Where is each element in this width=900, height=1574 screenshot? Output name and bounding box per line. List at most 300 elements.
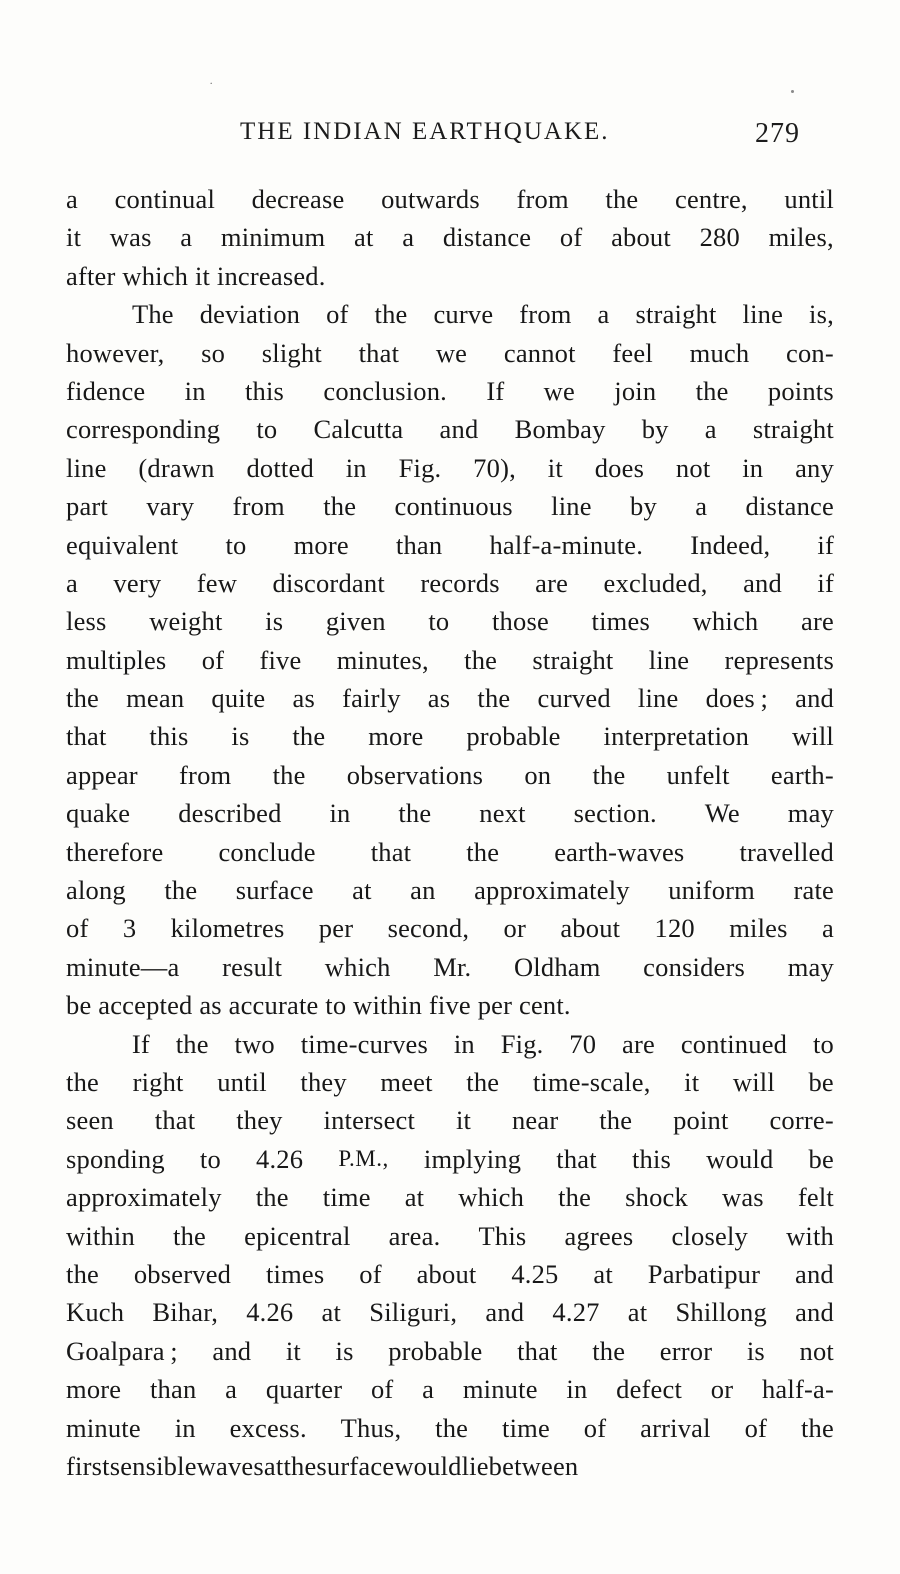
word: to	[199, 1143, 221, 1174]
word: a	[402, 222, 415, 253]
word: from	[179, 759, 232, 790]
word: arrival	[640, 1412, 711, 1443]
word: the	[592, 759, 626, 790]
paragraph-indent	[66, 295, 106, 333]
word: less	[66, 606, 107, 637]
text-line	[66, 334, 834, 372]
word: to	[812, 1028, 834, 1059]
word: excluded,	[603, 567, 708, 598]
word: the	[66, 683, 99, 714]
word: a	[225, 1374, 238, 1405]
word: the	[255, 1182, 289, 1213]
word: point	[673, 1105, 729, 1136]
word: observed	[133, 1258, 232, 1289]
word: two	[234, 1028, 275, 1059]
word: mean	[126, 683, 185, 714]
word: as	[292, 683, 315, 714]
word: along	[66, 875, 126, 906]
word: the	[464, 644, 498, 675]
word: that	[154, 1105, 196, 1136]
word: therefore	[66, 836, 164, 867]
word: defect	[616, 1374, 683, 1405]
word: The	[131, 299, 174, 330]
text-line	[66, 1255, 834, 1293]
word: appear	[66, 759, 138, 790]
word: is	[265, 606, 284, 637]
text-line	[66, 794, 834, 832]
word: unfelt	[666, 759, 730, 790]
word: of	[359, 1258, 382, 1289]
word: at	[263, 1450, 284, 1481]
word: seen	[66, 1105, 114, 1136]
word: probable	[466, 721, 561, 752]
word: in	[345, 452, 367, 483]
word: decrease	[251, 184, 345, 214]
word: result	[222, 951, 283, 982]
word: P.M.,	[338, 1145, 389, 1171]
text-line	[66, 1178, 834, 1216]
word: lie	[461, 1450, 489, 1481]
word: right	[132, 1066, 184, 1097]
word: fidence	[66, 375, 146, 406]
word: corresponding	[66, 414, 221, 445]
word: records	[420, 567, 500, 598]
word: at	[352, 875, 372, 906]
word: much	[689, 337, 750, 368]
text-line	[66, 449, 834, 487]
word: deviation	[199, 299, 301, 330]
word: line	[742, 299, 784, 330]
word: this	[149, 721, 189, 752]
text-line	[66, 871, 834, 909]
word: with	[786, 1220, 834, 1251]
word: approximately	[66, 1182, 222, 1213]
word: probable	[388, 1335, 483, 1366]
word: 4.26	[246, 1297, 294, 1328]
word: the	[592, 1335, 626, 1366]
text-line	[66, 564, 834, 602]
word: and	[439, 414, 479, 445]
text-line	[66, 487, 834, 525]
word: Siliguri,	[369, 1297, 458, 1328]
word: it	[285, 1335, 301, 1366]
word: 70	[569, 1028, 597, 1059]
word: to	[225, 529, 247, 560]
word: of	[326, 299, 349, 330]
word: Kuch	[66, 1297, 125, 1328]
word: distance	[442, 222, 532, 253]
word: minute—a	[66, 951, 180, 982]
word: or	[503, 913, 526, 944]
word: does ;	[705, 683, 769, 714]
word: more	[368, 721, 424, 752]
word: until	[217, 1066, 267, 1097]
paragraph	[66, 1025, 834, 1486]
word: area.	[388, 1220, 441, 1251]
word: quarter	[265, 1374, 343, 1405]
word: and	[212, 1335, 252, 1366]
word: the	[435, 1412, 469, 1443]
word: uniform	[668, 875, 755, 906]
word: given	[325, 606, 386, 637]
word: we	[543, 375, 575, 406]
word: about	[416, 1258, 477, 1289]
word: are	[622, 1028, 655, 1059]
word: after which it increased.	[66, 260, 326, 291]
text-line	[66, 1293, 834, 1331]
word: points	[767, 375, 834, 406]
word: continuous	[394, 491, 513, 522]
word: a	[180, 222, 193, 253]
word: 4.25	[511, 1258, 559, 1289]
word: sensible	[109, 1450, 197, 1481]
word: meet	[380, 1066, 433, 1097]
word: outwards	[381, 184, 480, 214]
word: quake	[66, 798, 131, 829]
word: dotted	[246, 452, 314, 483]
text-line	[66, 717, 834, 755]
word: 280	[699, 222, 740, 253]
word: felt	[797, 1182, 834, 1213]
word: half-a-minute.	[489, 529, 644, 560]
word: curved	[537, 683, 611, 714]
word: or	[710, 1374, 734, 1405]
word: the	[173, 1220, 207, 1251]
word: that	[517, 1335, 558, 1366]
word: if	[817, 567, 834, 598]
word: that	[370, 836, 412, 867]
word: (drawn	[138, 452, 215, 483]
word: Oldham	[513, 951, 601, 982]
text-line	[66, 1217, 834, 1255]
word: from	[232, 491, 285, 522]
text-line	[66, 641, 834, 679]
word: Shillong	[675, 1297, 767, 1328]
word: line	[637, 683, 679, 714]
paragraph	[66, 295, 834, 1024]
word: line	[551, 491, 592, 522]
word: If	[486, 375, 505, 406]
word: straight	[532, 644, 614, 675]
word: this	[631, 1143, 672, 1174]
word: was	[109, 222, 152, 253]
word: feel	[612, 337, 653, 368]
word: the	[605, 184, 639, 214]
word: considers	[643, 951, 746, 982]
word: be	[808, 1143, 834, 1174]
word: if	[817, 529, 834, 560]
word: not	[675, 452, 711, 483]
text-line	[66, 1409, 834, 1447]
text-line	[66, 1025, 834, 1063]
word: very	[113, 567, 162, 598]
word: second,	[387, 913, 470, 944]
word: the	[398, 798, 432, 829]
margin-speck-left: ˙	[209, 79, 214, 94]
word: error	[659, 1335, 713, 1366]
word: minutes,	[336, 644, 429, 675]
word: until	[784, 184, 834, 214]
word: sponding	[66, 1143, 165, 1174]
word: the	[599, 1105, 633, 1136]
word: be	[808, 1066, 834, 1097]
text-line	[66, 1063, 834, 1101]
word: that	[556, 1143, 597, 1174]
word: time	[502, 1412, 550, 1443]
paragraph-indent	[66, 1025, 106, 1063]
word: five	[259, 644, 302, 675]
text-line	[66, 948, 834, 986]
word: about	[560, 913, 621, 944]
word: discordant	[272, 567, 385, 598]
word: those	[491, 606, 549, 637]
word: 70),	[473, 452, 516, 483]
word: more	[293, 529, 349, 560]
word: and	[795, 1297, 834, 1328]
word: in	[174, 1412, 196, 1443]
word: are	[800, 606, 834, 637]
word: implying	[423, 1143, 522, 1174]
word: that	[358, 337, 400, 368]
word: first	[66, 1450, 110, 1481]
word: the	[374, 299, 408, 330]
word: 4.27	[552, 1297, 600, 1328]
text-line	[66, 410, 834, 448]
word: con-	[786, 337, 834, 368]
text-line	[66, 1101, 834, 1139]
text-line	[66, 180, 834, 218]
word: at	[593, 1258, 613, 1289]
word: miles,	[768, 222, 834, 253]
word: section.	[573, 798, 657, 829]
word: line	[648, 644, 690, 675]
word: in	[742, 452, 764, 483]
text-line	[66, 257, 834, 295]
text-line	[66, 909, 834, 947]
word: to	[428, 606, 450, 637]
word: We	[704, 798, 740, 829]
word: of	[583, 1412, 607, 1443]
word: is	[231, 721, 250, 752]
text-line	[66, 1370, 834, 1408]
word: epicentral	[244, 1220, 351, 1251]
word: of	[201, 644, 225, 675]
word: 4.26	[256, 1143, 304, 1174]
word: approximately	[474, 875, 630, 906]
word: cannot	[503, 337, 576, 368]
word: continued	[680, 1028, 788, 1059]
word: is	[746, 1335, 765, 1366]
word: they	[300, 1066, 347, 1097]
word: per	[318, 913, 354, 944]
word: not	[799, 1335, 834, 1366]
word: continual	[114, 184, 216, 214]
text-line	[66, 833, 834, 871]
word: line	[66, 452, 107, 483]
word: straight	[635, 299, 717, 330]
word: the	[466, 1066, 500, 1097]
word: 120	[654, 913, 695, 944]
word: does	[594, 452, 645, 483]
word: would	[706, 1143, 774, 1174]
word: time-scale,	[532, 1066, 651, 1097]
word: intersect	[323, 1105, 416, 1136]
word: of	[744, 1412, 768, 1443]
word: on	[524, 759, 552, 790]
word: Thus,	[340, 1412, 402, 1443]
word: quite	[211, 683, 266, 714]
word: is	[335, 1335, 354, 1366]
text-line	[66, 295, 834, 333]
text-line	[66, 372, 834, 410]
word: conclude	[218, 836, 316, 867]
word: join	[614, 375, 657, 406]
word: minimum	[220, 222, 326, 253]
text-line	[66, 986, 834, 1024]
word: may	[787, 798, 834, 829]
text-line	[66, 1140, 834, 1178]
word: interpretation	[603, 721, 750, 752]
word: and	[485, 1297, 525, 1328]
word: to	[256, 414, 278, 445]
word: within	[66, 1220, 135, 1251]
word: will	[732, 1066, 775, 1097]
word: rate	[793, 875, 834, 906]
word: a	[704, 414, 717, 445]
word: an	[410, 875, 436, 906]
word: kilometres	[170, 913, 285, 944]
word: in	[566, 1374, 588, 1405]
word: minute	[462, 1374, 538, 1405]
word: a	[422, 1374, 435, 1405]
word: slight	[261, 337, 322, 368]
word: as	[427, 683, 451, 714]
word: Indeed,	[690, 529, 771, 560]
word: so	[201, 337, 226, 368]
word: they	[236, 1105, 283, 1136]
word: it	[66, 222, 82, 253]
word: few	[196, 567, 238, 598]
word: it	[684, 1066, 700, 1097]
word: near	[511, 1105, 559, 1136]
word: more	[66, 1374, 122, 1405]
word: fairly	[342, 683, 401, 714]
word: are	[535, 567, 569, 598]
word: it	[455, 1105, 472, 1136]
word: next	[479, 798, 526, 829]
word: a	[66, 567, 78, 598]
word: described	[178, 798, 282, 829]
word: be accepted as accurate to within five per cent.	[66, 990, 571, 1021]
word: a	[821, 913, 834, 944]
word: agrees	[564, 1220, 634, 1251]
word: which	[458, 1182, 525, 1213]
word: shock	[625, 1182, 688, 1213]
word: the	[800, 1412, 834, 1443]
word: of	[66, 913, 89, 944]
word: Fig.	[500, 1028, 544, 1059]
word: it	[547, 452, 563, 483]
word: Calcutta	[313, 414, 404, 445]
text-line	[66, 602, 834, 640]
word: a	[597, 299, 610, 330]
word: the	[66, 1258, 99, 1289]
word: about	[611, 222, 671, 253]
word: the	[175, 1028, 209, 1059]
word: curve	[433, 299, 494, 330]
word: surface	[235, 875, 314, 906]
word: distance	[745, 491, 834, 522]
word: weight	[149, 606, 223, 637]
word: Fig.	[398, 452, 442, 483]
text-line	[66, 679, 834, 717]
word: from	[516, 184, 569, 214]
word: time	[322, 1182, 371, 1213]
text-line	[66, 1332, 834, 1370]
word: time-curves	[300, 1028, 429, 1059]
word: This	[478, 1220, 527, 1251]
word: minute	[66, 1412, 141, 1443]
word: than	[149, 1374, 197, 1405]
text-line	[66, 526, 834, 564]
running-title: THE INDIAN EARTHQUAKE.	[240, 118, 610, 145]
word: waves	[196, 1450, 264, 1481]
word: Bihar,	[152, 1297, 219, 1328]
text-line	[66, 218, 834, 256]
word: of	[370, 1374, 394, 1405]
word: Goalpara ;	[66, 1335, 178, 1366]
word: by	[641, 414, 669, 445]
word: and	[743, 567, 782, 598]
word: between	[488, 1450, 579, 1481]
word: part	[66, 491, 108, 522]
word: surface	[316, 1450, 395, 1481]
word: that	[66, 721, 107, 752]
word: conclusion.	[323, 375, 448, 406]
word: is,	[809, 299, 834, 330]
word: multiples	[66, 644, 167, 675]
word: times	[591, 606, 650, 637]
word: by	[630, 491, 657, 522]
word: any	[795, 452, 834, 483]
word: was	[722, 1182, 764, 1213]
text-line	[66, 1447, 834, 1485]
word: would	[394, 1450, 462, 1481]
word: which	[692, 606, 759, 637]
word: closely	[671, 1220, 748, 1251]
word: we	[435, 337, 468, 368]
word: vary	[146, 491, 195, 522]
word: miles	[729, 913, 788, 944]
word: the	[164, 875, 198, 906]
page-body	[66, 180, 834, 1485]
word: earth-waves	[554, 836, 685, 867]
word: a	[695, 491, 708, 522]
word: Bombay	[514, 414, 606, 445]
word: the	[323, 491, 357, 522]
word: the	[272, 759, 306, 790]
word: excess.	[229, 1412, 307, 1443]
word: the	[292, 721, 326, 752]
word: the	[283, 1450, 317, 1481]
word: If	[131, 1028, 150, 1059]
word: 3	[122, 913, 137, 944]
word: represents	[724, 644, 834, 675]
word: at	[321, 1297, 342, 1328]
word: at	[354, 222, 374, 253]
paragraph	[66, 180, 834, 295]
word: than	[395, 529, 443, 560]
